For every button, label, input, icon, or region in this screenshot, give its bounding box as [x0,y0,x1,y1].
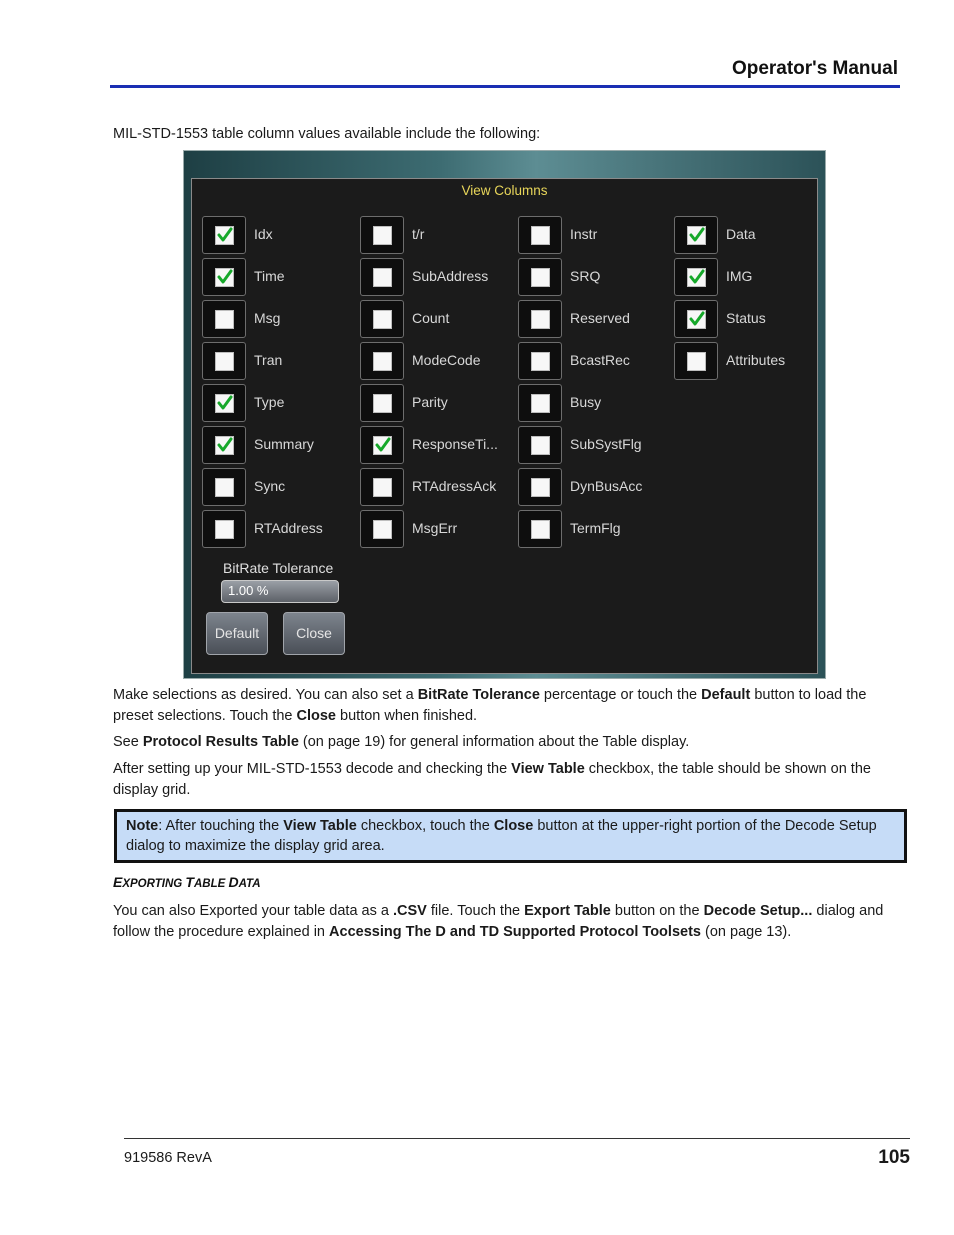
checkbox-square [531,268,550,287]
checkbox[interactable] [360,300,404,338]
checkbox-label: Attributes [726,352,786,368]
checkbox-label: Idx [254,226,273,242]
checkbox[interactable] [360,426,404,464]
checkbox-square [373,310,392,329]
checkbox-square [531,352,550,371]
checkmark-icon [375,437,391,453]
checkbox-item[interactable] [360,468,510,508]
checkbox-label: SubAddress [412,268,489,284]
checkbox-item[interactable] [202,468,352,508]
checkmark-icon [217,227,233,243]
checkbox-square [531,226,550,245]
checkbox-square [687,226,706,245]
checkbox-square [215,520,234,539]
checkbox-label: Instr [570,226,598,242]
page-number: 105 [878,1147,910,1168]
checkbox-item[interactable] [202,258,352,298]
checkbox-label: ModeCode [412,352,481,368]
checkbox[interactable] [674,216,718,254]
checkbox-square [215,394,234,413]
bitrate-tolerance-input[interactable]: 1.00 % [221,580,339,603]
checkbox[interactable] [674,300,718,338]
checkbox-item[interactable] [518,300,668,340]
checkbox-square [215,226,234,245]
checkbox-square [687,268,706,287]
checkbox[interactable] [360,510,404,548]
checkbox-item[interactable] [202,216,352,256]
checkbox-square [215,352,234,371]
checkbox[interactable] [360,216,404,254]
checkbox-label: Sync [254,478,286,494]
checkbox[interactable] [360,342,404,380]
checkbox-item[interactable] [518,258,668,298]
checkbox-item[interactable] [518,384,668,424]
checkbox[interactable] [518,258,562,296]
checkbox[interactable] [202,468,246,506]
checkmark-icon [689,311,705,327]
checkbox-square [215,436,234,455]
checkbox-square [373,520,392,539]
link-protocol-results-table[interactable]: Protocol Results Table [142,734,299,750]
checkbox-square [531,436,550,455]
section-heading: EXPORTING TABLE DATA [113,874,261,890]
checkbox-item[interactable] [518,468,668,508]
checkbox-label: Status [726,310,766,326]
paragraph-export: You can also Exported your table data as a .CSV file. Touch the Export Table button on the Decode Setup... dialog and follow the procedure explained in Accessing The D and TD Supported Protocol Toolsets (on page 13). [113,903,884,940]
bitrate-tolerance-label: BitRate Tolerance [223,560,334,576]
checkbox[interactable] [360,384,404,422]
paragraph-selections: Make selections as desired. You can also set a BitRate Tolerance percentage or touch the Default button to load the preset selections. Touch the Close button when finished. [113,687,867,724]
checkbox-item[interactable] [674,342,824,382]
checkbox-label: SRQ [570,268,601,284]
checkbox-square [373,226,392,245]
checkmark-icon [689,227,705,243]
checkbox-label: Tran [254,352,283,368]
checkbox-item[interactable] [360,216,510,256]
checkbox-item[interactable] [360,258,510,298]
checkmark-icon [217,395,233,411]
checkbox[interactable] [674,342,718,380]
checkbox-square [215,268,234,287]
checkbox-square [373,268,392,287]
checkbox[interactable] [202,510,246,548]
checkbox-label: RTAddress [254,520,323,536]
checkbox-square [373,352,392,371]
checkbox-square [373,478,392,497]
note-box: Note: After touching the View Table checkbox, touch the Close button at the upper-right portion of the Decode Setup dialog to maximize the display grid area. [114,809,907,863]
checkmark-icon [217,437,233,453]
checkbox-square [531,520,550,539]
checkbox[interactable] [518,468,562,506]
page-header-title: Operator's Manual [731,58,898,79]
checkbox-label: Parity [412,394,448,410]
checkbox-square [215,310,234,329]
checkbox-item[interactable] [360,300,510,340]
checkbox[interactable] [202,258,246,296]
checkbox-item[interactable] [518,426,668,466]
checkbox-item[interactable] [360,384,510,424]
checkbox[interactable] [518,384,562,422]
checkbox[interactable] [202,216,246,254]
checkbox[interactable] [360,468,404,506]
checkbox-label: Msg [254,310,281,326]
checkbox-item[interactable] [360,426,510,466]
view-columns-screenshot [183,150,826,679]
checkbox-square [687,352,706,371]
checkbox-item[interactable] [202,300,352,340]
checkbox[interactable] [360,258,404,296]
checkbox-item[interactable] [202,384,352,424]
checkbox[interactable] [202,300,246,338]
checkbox-item[interactable] [360,342,510,382]
checkbox-label: Data [726,226,756,242]
checkbox[interactable] [518,216,562,254]
checkbox[interactable] [518,300,562,338]
checkbox-item[interactable] [518,342,668,382]
paragraph-see-also: See Protocol Results Table (on page 19) for general information about the Table display. [113,734,690,750]
checkbox-label: ResponseTi... [412,436,498,452]
footer-doc-id: 919586 RevA [124,1150,212,1166]
close-button[interactable]: Close [283,612,345,655]
dialog-title: View Columns [461,183,548,198]
checkbox-label: Summary [254,436,314,452]
checkbox-label: IMG [726,268,753,284]
checkbox-square [531,478,550,497]
checkbox[interactable] [674,258,718,296]
default-button[interactable]: Default [206,612,268,655]
checkbox-label: DynBusAcc [570,478,643,494]
checkbox-item[interactable] [674,300,824,340]
footer-rule [124,1138,910,1139]
checkbox[interactable] [202,342,246,380]
checkbox[interactable] [202,384,246,422]
checkbox-label: t/r [412,226,425,242]
checkbox-label: Count [412,310,450,326]
checkmark-icon [689,269,705,285]
checkbox-item[interactable] [202,426,352,466]
paragraph-view-table: After setting up your MIL-STD-1553 decode and checking the View Table checkbox, the table should be shown on the display grid. [113,761,871,798]
checkmark-icon [217,269,233,285]
checkbox-label: Time [254,268,285,284]
checkbox-square [687,310,706,329]
checkbox-label: BcastRec [570,352,630,368]
checkbox-label: TermFlg [570,520,621,536]
checkbox-label: Reserved [570,310,630,326]
checkbox-square [373,436,392,455]
checkbox[interactable] [202,426,246,464]
checkbox-square [373,394,392,413]
checkbox-label: SubSystFlg [570,436,642,452]
checkbox[interactable] [518,426,562,464]
checkbox-item[interactable] [518,216,668,256]
checkbox-label: MsgErr [412,520,458,536]
checkbox[interactable] [518,510,562,548]
checkbox-item[interactable] [202,510,352,550]
checkbox-item[interactable] [360,510,510,550]
checkbox-item[interactable] [202,342,352,382]
checkbox-item[interactable] [674,258,824,298]
checkbox-square [531,394,550,413]
header-rule [110,85,900,88]
link-accessing-toolsets[interactable]: Accessing The D and TD Supported Protocol Toolsets [329,924,701,940]
checkbox[interactable] [518,342,562,380]
checkbox-label: Type [254,394,285,410]
checkbox-label: Busy [570,394,602,410]
checkbox-square [531,310,550,329]
checkbox-square [215,478,234,497]
view-columns-dialog [191,178,818,674]
checkbox-label: RTAdressAck [412,478,497,494]
checkbox-item[interactable] [518,510,668,550]
intro-paragraph: MIL-STD-1553 table column values available include the following: [113,126,541,142]
checkbox-item[interactable] [674,216,824,256]
